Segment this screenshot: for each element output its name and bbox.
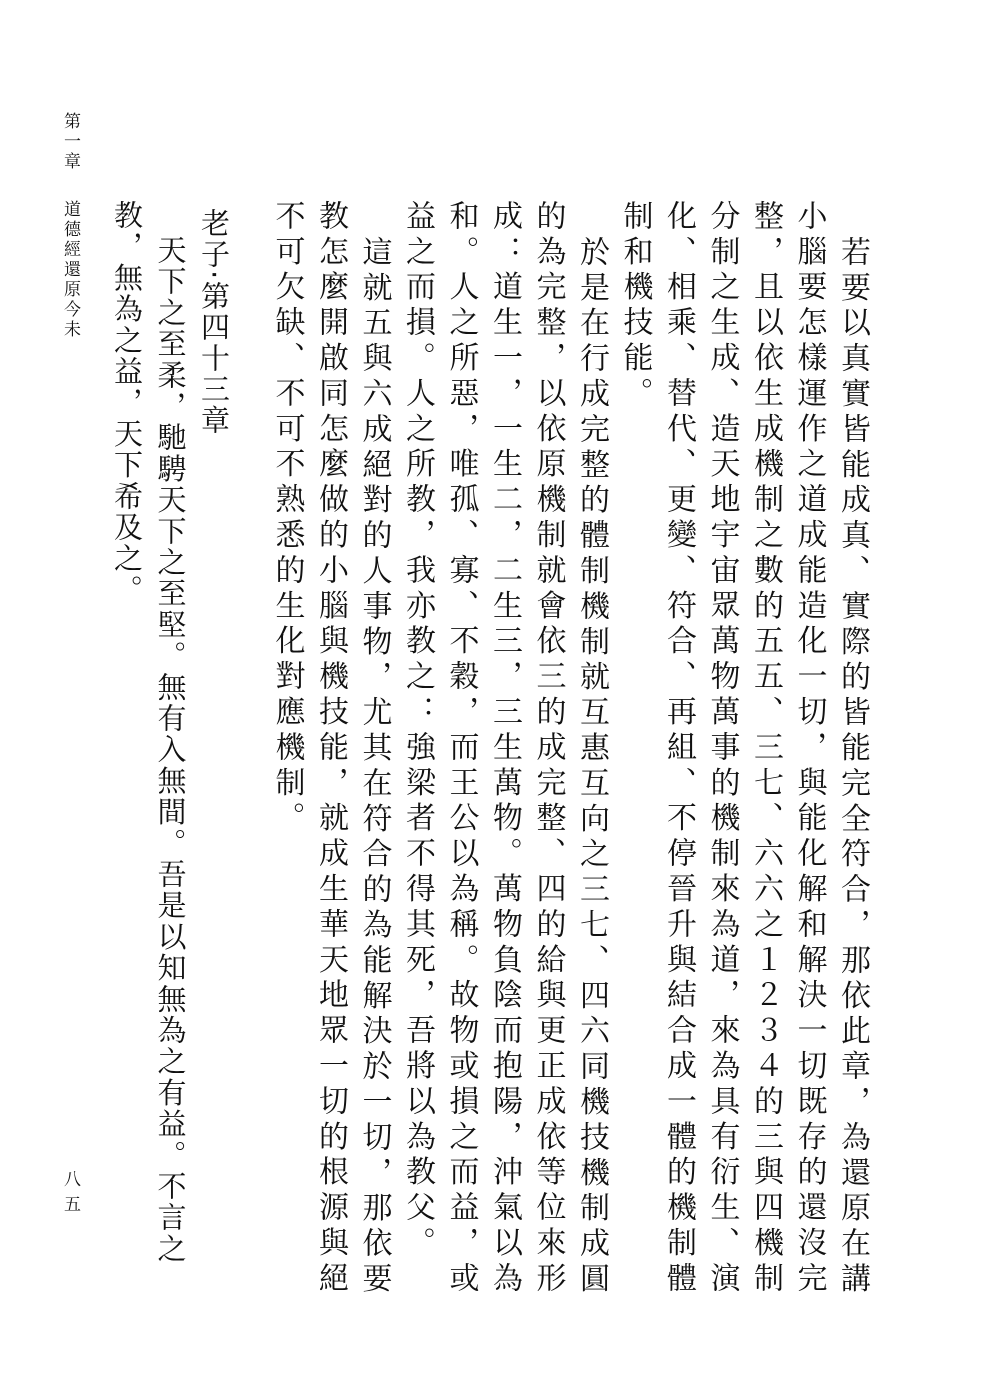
paragraph-2: 於是在行成完整的體制機制就互惠互向之三七、四六同機技機制成圓的為完整，以依原機制就會依三的成完整、四的給與更正成依等位來形成：道生一，一生二，二生三，三生萬物。萬物負陰而抱陽，沖氣以為和。人之所惡，唯孤、寡、不穀，而王公以為稱。故物或損之而益，或益之而損。人之所教，我亦教之：強梁者不得其死，吾將以為教父。 — [400, 200, 609, 1298]
chapter-heading: 老子·第四十三章 — [197, 208, 231, 437]
main-text-block — [105, 200, 875, 1305]
paragraph-1: 若要以真實皆能成真、實際的皆能完全符合，那依此章，為還原在講小腦要怎樣運作之道成能造化一切，與能化解和解決一切既存的還沒完整，且以依生成機制之數的五五、三七、六六之１２３４的三與四機制分制之生成、造天地宇宙眾萬物萬事的機制來為道，來為具有衍生、演化、相乘、替代、更變、符合、再組、不停晉升與結合成一體的機制體制和機技能。 — [617, 200, 870, 1298]
laozi-quote: 天下之至柔，馳騁天下之至堅。無有入無間。吾是以知無為之有益。不言之教，無為之益，天下希及之。 — [110, 200, 188, 1265]
page-number: 八五 — [60, 1170, 80, 1220]
book-title: 道德經還原今未 — [60, 200, 80, 340]
chapter-label: 第一章 — [60, 112, 80, 172]
paragraph-3: 這就五與六成絕對的人事物，尤其在符合的為能解決於一切，那依要教怎麼開啟同怎麼做的小腦與機技能，就成生華天地眾一切的根源與絕不可欠缺、不可不熟悉的生化對應機制。 — [269, 200, 392, 1298]
running-header — [58, 112, 82, 340]
